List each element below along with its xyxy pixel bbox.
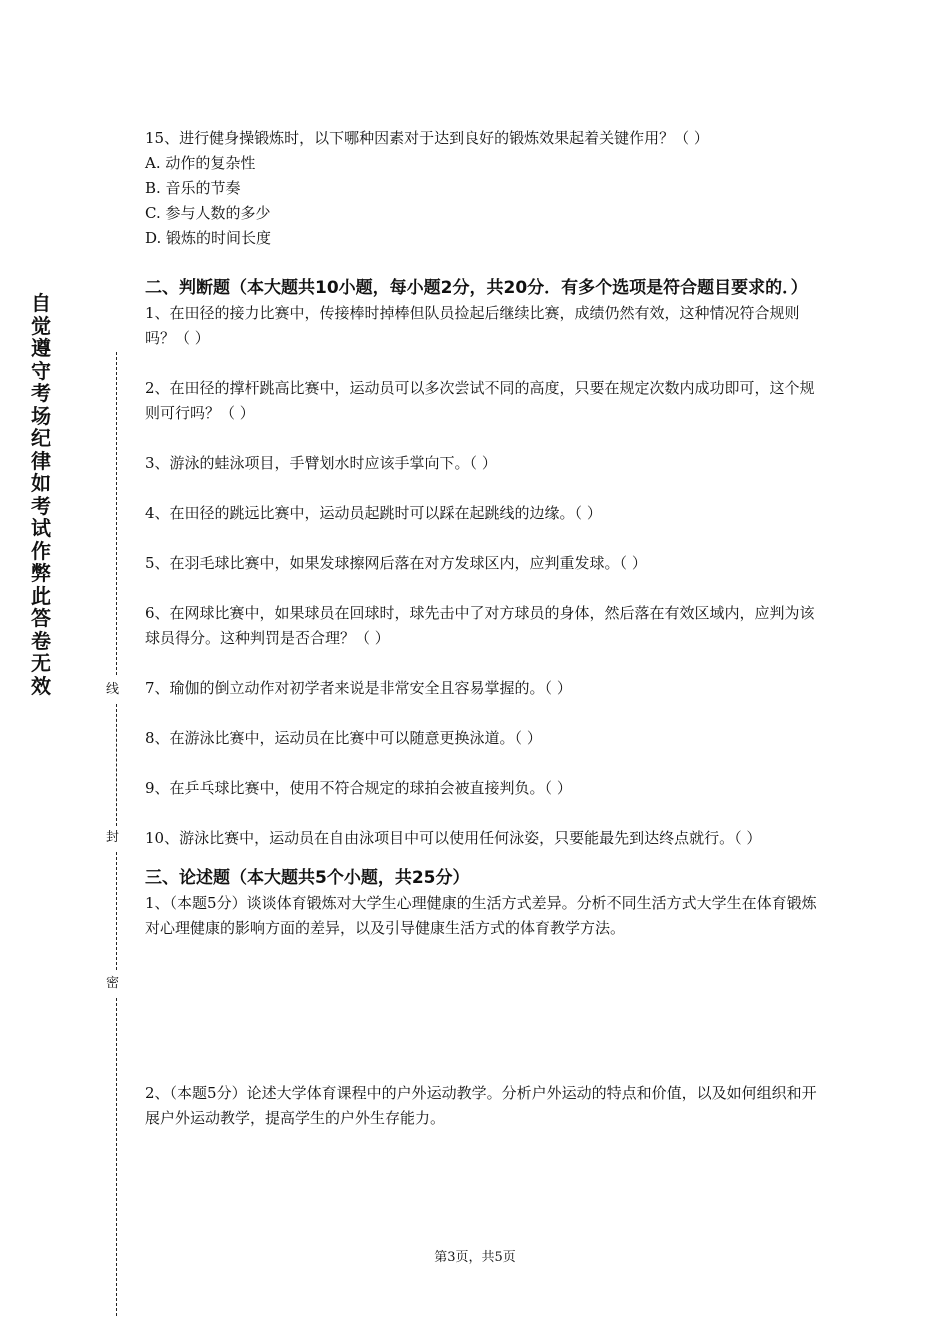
notice-char: 如 xyxy=(31,471,51,495)
binding-cut-line xyxy=(116,998,117,1316)
exam-discipline-notice xyxy=(27,292,55,697)
judgment-question: 4、在田径的跳远比赛中，运动员起跳时可以踩在起跳线的边缘。（ ） xyxy=(145,504,602,522)
notice-char: 答 xyxy=(31,606,51,630)
notice-char: 此 xyxy=(31,583,51,608)
notice-char: 无 xyxy=(31,651,51,675)
notice-char: 试 xyxy=(31,516,51,540)
section-3-title: 三、论述题（本大题共5个小题，共25分） xyxy=(145,868,470,888)
judgment-question: 3、游泳的蛙泳项目，手臂划水时应该手掌向下。（ ） xyxy=(145,454,497,472)
option-b: B. 音乐的节奏 xyxy=(145,179,241,197)
notice-char: 卷 xyxy=(31,628,51,653)
notice-char: 律 xyxy=(31,448,51,473)
notice-char: 遵 xyxy=(31,336,51,360)
judgment-question: 2、在田径的撑杆跳高比赛中，运动员可以多次尝试不同的高度，只要在规定次数内成功即可，这个规则可行吗？（ ） xyxy=(145,379,815,422)
option-c: C. 参与人数的多少 xyxy=(145,204,271,222)
section-2-title: 二、判断题（本大题共10小题，每小题2分，共20分．有多个选项是符合题目要求的．） xyxy=(145,278,808,298)
cut-label-line: 线 xyxy=(106,682,120,697)
notice-char: 觉 xyxy=(31,313,51,338)
page-footer: 第3页，共5页 xyxy=(434,1250,516,1265)
essay-question: 2、（本题5分）论述大学体育课程中的户外运动教学。分析户外运动的特点和价值，以及如何组织和开展户外运动教学，提高学生的户外生存能力。 xyxy=(145,1084,817,1127)
judgment-question: 8、在游泳比赛中，运动员在比赛中可以随意更换泳道。（ ） xyxy=(145,729,542,747)
option-d: D. 锻炼的时间长度 xyxy=(145,229,272,247)
cut-label-seal: 封 xyxy=(106,830,120,845)
option-a: A. 动作的复杂性 xyxy=(145,154,256,172)
judgment-question: 5、在羽毛球比赛中，如果发球擦网后落在对方发球区内，应判重发球。（ ） xyxy=(145,554,647,572)
notice-char: 考 xyxy=(31,493,51,518)
question-15-stem: 15、进行健身操锻炼时，以下哪种因素对于达到良好的锻炼效果起着关键作用？（ ） xyxy=(145,129,709,147)
notice-char: 作 xyxy=(31,538,51,563)
notice-char: 效 xyxy=(31,673,51,698)
judgment-question: 6、在网球比赛中，如果球员在回球时，球先击中了对方球员的身体，然后落在有效区域内，应判为该球员得分。这种判罚是否合理？（ ） xyxy=(145,604,815,647)
notice-char: 弊 xyxy=(31,561,51,585)
exam-content xyxy=(145,126,817,1131)
binding-cut-line xyxy=(116,704,117,826)
notice-char: 考 xyxy=(31,381,51,405)
notice-char: 场 xyxy=(31,403,51,428)
judgment-question: 7、瑜伽的倒立动作对初学者来说是非常安全且容易掌握的。（ ） xyxy=(145,679,572,697)
judgment-question: 1、在田径的接力比赛中，传接棒时掉棒但队员捡起后继续比赛，成绩仍然有效，这种情况符合规则吗？（ ） xyxy=(145,304,800,347)
binding-cut-line xyxy=(116,352,117,675)
notice-char: 纪 xyxy=(31,426,51,450)
essay-question: 1、（本题5分）谈谈体育锻炼对大学生心理健康的生活方式差异。分析不同生活方式大学生在体育锻炼对心理健康的影响方面的差异，以及引导健康生活方式的体育教学方法。 xyxy=(145,894,817,937)
judgment-question: 9、在乒乓球比赛中，使用不符合规定的球拍会被直接判负。（ ） xyxy=(145,779,572,797)
cut-label-secret: 密 xyxy=(106,976,120,991)
notice-char: 自 xyxy=(31,291,51,315)
binding-cut-line xyxy=(116,852,117,970)
notice-char: 守 xyxy=(31,358,51,383)
judgment-question: 10、游泳比赛中，运动员在自由泳项目中可以使用任何泳姿，只要能最先到达终点就行。（ ） xyxy=(145,829,762,847)
